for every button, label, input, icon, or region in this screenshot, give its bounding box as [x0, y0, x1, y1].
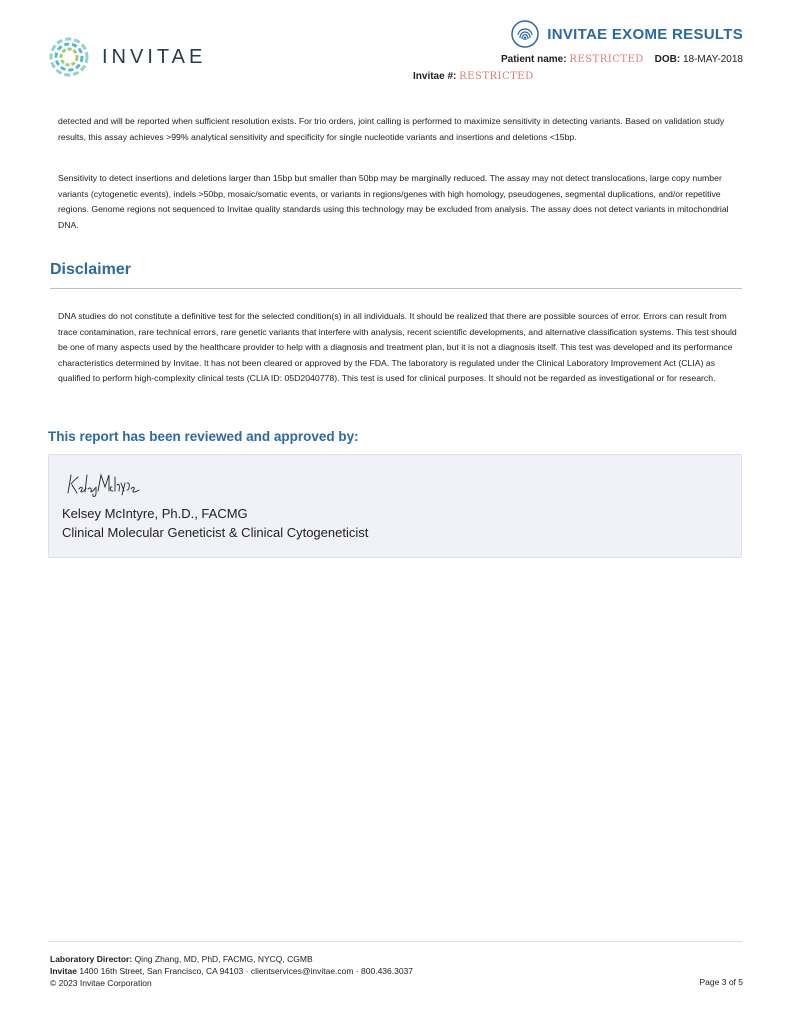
copyright: © 2023 Invitae Corporation [50, 978, 152, 988]
patient-name-value: RESTRICTED [569, 54, 644, 65]
report-title: INVITAE EXOME RESULTS [547, 25, 743, 43]
methods-paragraph-1: detected and will be reported when sufficient resolution exists. For trio orders, joint calling is performed to maximize sensitivity in detecting variants. Based on validation study results, this assay achieves >99% analytical sensitivity and specificity for single nucleotide variants and insertions and deletions <15bp. [58, 116, 725, 142]
lab-director-value: Qing Zhang, MD, PhD, FACMG, NYCQ, CGMB [134, 954, 313, 964]
footer-divider [48, 941, 742, 942]
report-header [413, 20, 743, 82]
approval-heading: This report has been reviewed and approved by: [48, 429, 359, 444]
company-line [50, 965, 413, 977]
approver-role: Clinical Molecular Geneticist & Clinical Cytogeneticist [62, 525, 369, 540]
invitae-number-line [413, 71, 743, 82]
invitae-number-value: RESTRICTED [459, 71, 534, 82]
footer [50, 953, 413, 989]
page-number: Page 3 of 5 [699, 977, 743, 987]
lab-director-label: Laboratory Director: [50, 954, 133, 964]
fingerprint-icon [511, 20, 539, 48]
company-label: Invitae [50, 966, 77, 976]
logo-wordmark: INVITAE [102, 45, 207, 68]
signature-box [48, 454, 742, 558]
patient-name-label: Patient name: [501, 54, 567, 65]
invitae-logo [48, 36, 206, 78]
methods-paragraph-2: Sensitivity to detect insertions and deletions larger than 15bp but smaller than 50bp may be marginally reduced. The assay may not detect translocations, large copy number variants (cytogenetic events), indels >50bp, mosaic/somatic events, or variants in regions/genes with high homology, pseudogenes, segmental duplications, and/or repetitive regions. Genome regions not sequenced to Invitae quality standards using this technology may be excluded from analysis. The assay does not detect variants in mitochondrial DNA. [58, 173, 729, 230]
invitae-number-label: Invitae #: [413, 71, 457, 82]
disclaimer-heading: Disclaimer [50, 261, 131, 278]
section-divider [50, 288, 742, 289]
dob-label: DOB: [654, 54, 681, 65]
approver-name: Kelsey McIntyre, Ph.D., FACMG [62, 506, 248, 521]
handwritten-signature [65, 469, 141, 499]
lab-director-line [50, 953, 413, 965]
disclaimer-text: DNA studies do not constitute a definitive test for the selected condition(s) in all individuals. It should be realized that there are possible sources of error. Errors can result from trace contamination, rare technical errors, rare genetic variants that interfere with analysis, recent scientific developments, and alternative classification systems. This test should be one of many aspects used by the healthcare provider to help with a diagnosis and treatment plan, but it is not a diagnosis itself. This test was developed and its performance characteristics determined by Invitae. It has not been cleared or approved by the FDA. The laboratory is regulated under the Clinical Laboratory Improvement Act (CLIA) as qualified to perform high-complexity clinical tests (CLIA ID: 05D2040778). This test is used for clinical purposes. It should not be regarded as investigational or for research. [58, 311, 737, 383]
dob-value: 18-MAY-2018 [682, 54, 743, 65]
company-address: 1400 16th Street, San Francisco, CA 94103 · clientservices@invitae.com · 800.436.3037 [79, 966, 414, 976]
patient-line [501, 54, 743, 65]
invitae-logo-icon [48, 36, 90, 78]
